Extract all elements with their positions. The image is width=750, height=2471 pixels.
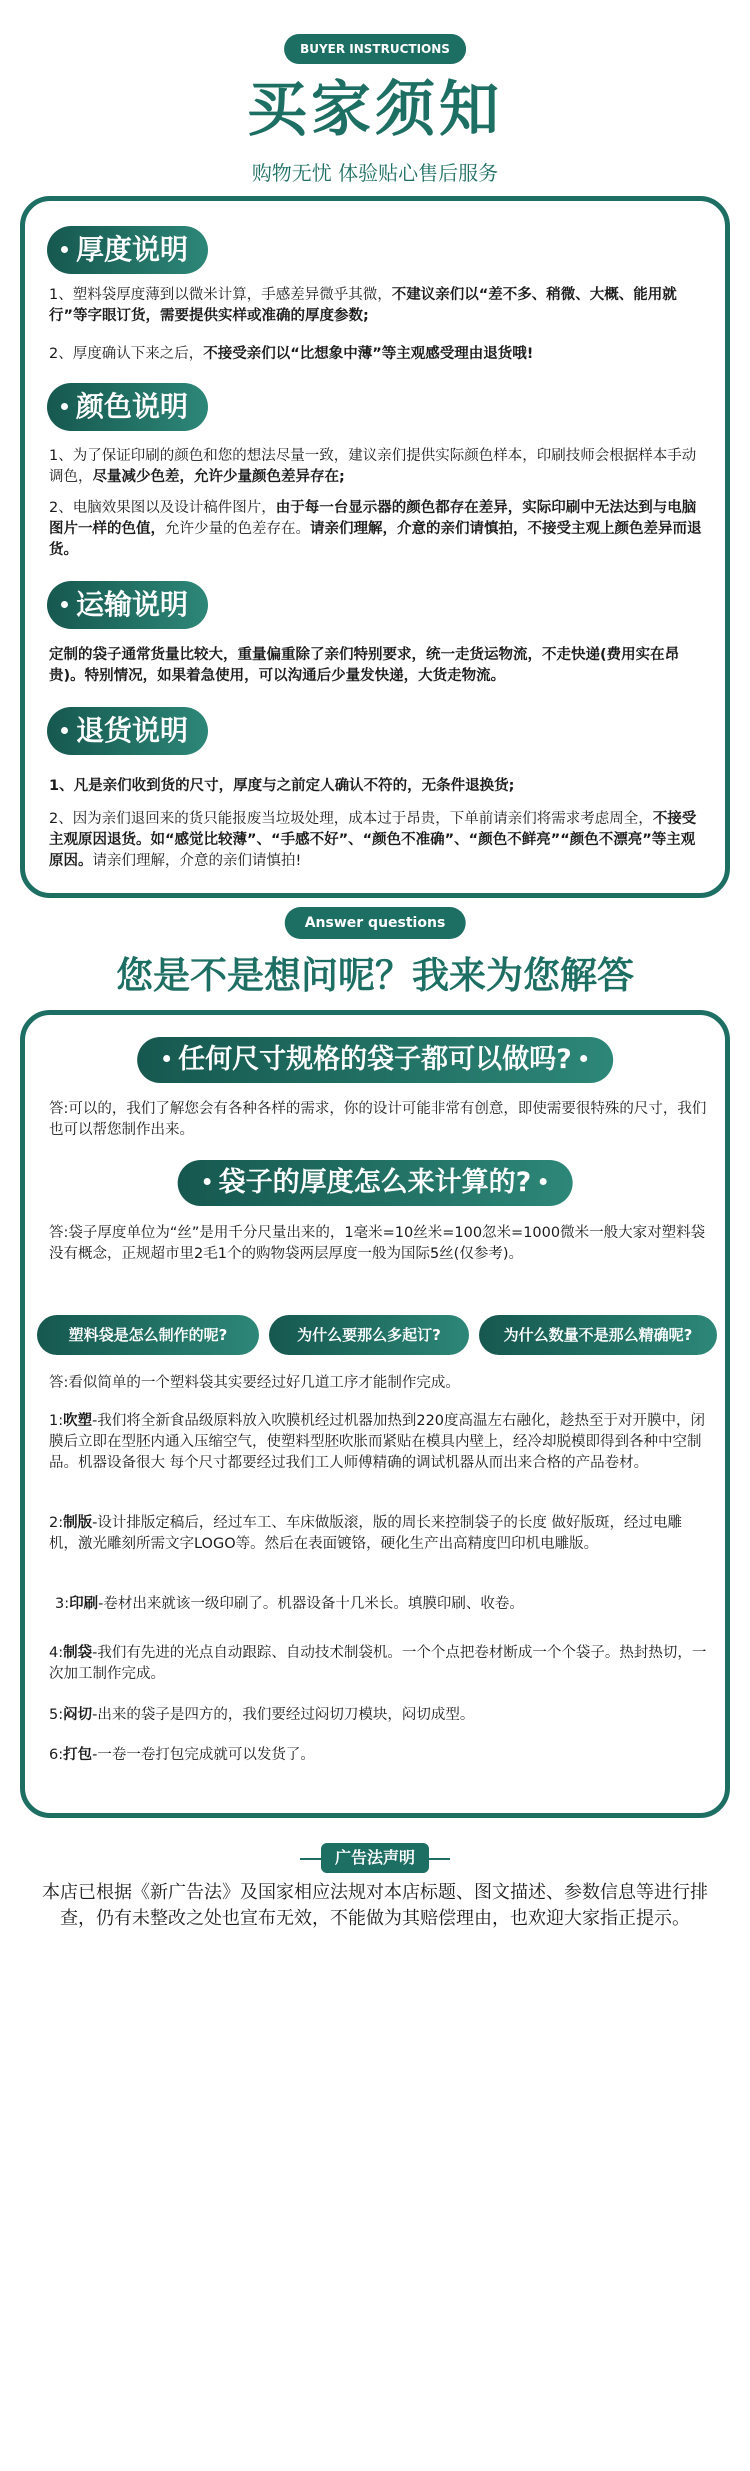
ad-law-notice-tag: 广告法声明 [321,1843,429,1873]
mini-question-min-order: 为什么要那么多起订? [269,1315,469,1355]
process-intro: 答:看似简单的一个塑料袋其实要经过好几道工序才能制作完成。 [49,1375,460,1391]
buyer-notice-panel [20,196,730,898]
answer-questions-tag: Answer questions [285,907,466,939]
dot-icon [61,601,68,608]
answer-any-size: 答:可以的，我们了解您会有各种各样的需求，你的设计可能非常有创意，即使需要很特殊的尺寸，我们也可以帮您制作出来。 [49,1101,707,1138]
return-para-1: 1、凡是亲们收到货的尺寸，厚度与之前定人确认不符的，无条件退换货; [49,778,515,794]
process-step-blow: 1:吹塑-我们将全新食品级原料放入吹膜机经过机器加热到220度高温左右融化，趁热至于对开膜中，闭膜后立即在型胚内通入压缩空气，使塑料型胚吹胀而紧贴在模具内壁上，经冷却脱模即得到各种中空制品。机器设备很大 每个尺寸都要经过我们工人师傅精确的调试机器从而出来合格的产品卷材。 [49,1413,706,1471]
section-thickness-title: 厚度说明 [47,226,208,274]
qa-panel [20,1010,730,1818]
dot-icon [204,1178,211,1185]
process-step-cut: 5:闷切-出来的袋子是四方的，我们要经过闷切刀模块，闷切成型。 [49,1707,475,1723]
process-step-plate: 2:制版-设计排版定稿后，经过车工、车床做版滚，版的周长来控制袋子的长度 做好版斑，经过电雕机，激光雕刻所需文字LOGO等。然后在表面镀铬，硬化生产出高精度凹印机电雕版。 [49,1515,682,1552]
buyer-instructions-tag: BUYER INSTRUCTIONS [284,34,466,64]
question-any-size: 任何尺寸规格的袋子都可以做吗? [137,1037,613,1083]
dot-icon [61,403,68,410]
thickness-para-2: 2、厚度确认下来之后，不接受亲们以“比想象中薄”等主观感受理由退货哦! [49,346,534,362]
process-step-print: 3:印刷-卷材出来就该一级印刷了。机器设备十几米长。填膜印刷、收卷。 [55,1596,524,1612]
dot-icon [580,1055,587,1062]
dot-icon [61,727,68,734]
mini-question-quantity: 为什么数量不是那么精确呢? [479,1315,717,1355]
return-para-2: 2、因为亲们退回来的货只能报废当垃圾处理，成本过于昂贵，下单前请亲们将需求考虑周全，不接受主观原因退货。如“感觉比较薄”、“手感不好”、“颜色不准确”、“颜色不鲜亮”“颜色不漂亮”等主观原因。请亲们理解，介意的亲们请慎拍! [49,811,697,869]
page-title: 买家须知 [247,75,503,145]
mini-question-how-made: 塑料袋是怎么制作的呢? [37,1315,259,1355]
color-para-2: 2、电脑效果图以及设计稿件图片，由于每一台显示器的颜色都存在差异，实际印刷中无法达到与电脑图片一样的色值，允许少量的色差存在。请亲们理解，介意的亲们请慎拍，不接受主观上颜色差异而退货。 [49,500,702,558]
answer-thickness-calc: 答:袋子厚度单位为“丝”是用千分尺量出来的，1毫米=10丝米=100忽米=1000微米一般大家对塑料袋没有概念，正规超市里2毛1个的购物袋两层厚度一般为国际5丝(仅参考)。 [49,1225,706,1262]
process-step-bag: 4:制袋-我们有先进的光点自动跟踪、自动技术制袋机。一个个点把卷材断成一个个袋子。热封热切，一次加工制作完成。 [49,1645,707,1682]
dot-icon [539,1178,546,1185]
thickness-para-1: 1、塑料袋厚度薄到以微米计算，手感差异微乎其微，不建议亲们以“差不多、稍微、大概、能用就行”等字眼订货，需要提供实样或准确的厚度参数; [49,287,677,324]
section-shipping-title: 运输说明 [47,581,208,629]
qa-title: 您是不是想问呢？我来为您解答 [116,954,634,997]
dot-icon [61,246,68,253]
process-step-pack: 6:打包-一卷一卷打包完成就可以发货了。 [49,1747,315,1763]
question-thickness-calc: 袋子的厚度怎么来计算的? [178,1160,573,1206]
ad-law-notice-text: 本店已根据《新广告法》及国家相应法规对本店标题、图文描述、参数信息等进行排查，仍有未整改之处也宣布无效，不能做为其赔偿理由，也欢迎大家指正提示。 [42,1882,708,1929]
dot-icon [163,1055,170,1062]
shipping-para-1: 定制的袋子通常货量比较大，重量偏重除了亲们特别要求，统一走货运物流，不走快递(费用实在昂贵)。特别情况，如果着急使用，可以沟通后少量发快递，大货走物流。 [49,647,680,684]
page-subtitle: 购物无忧 体验贴心售后服务 [251,161,499,185]
section-color-title: 颜色说明 [47,383,208,431]
color-para-1: 1、为了保证印刷的颜色和您的想法尽量一致，建议亲们提供实际颜色样本，印刷技师会根据样本手动调色，尽量减少色差，允许少量颜色差异存在; [49,448,697,485]
section-return-title: 退货说明 [47,707,208,755]
